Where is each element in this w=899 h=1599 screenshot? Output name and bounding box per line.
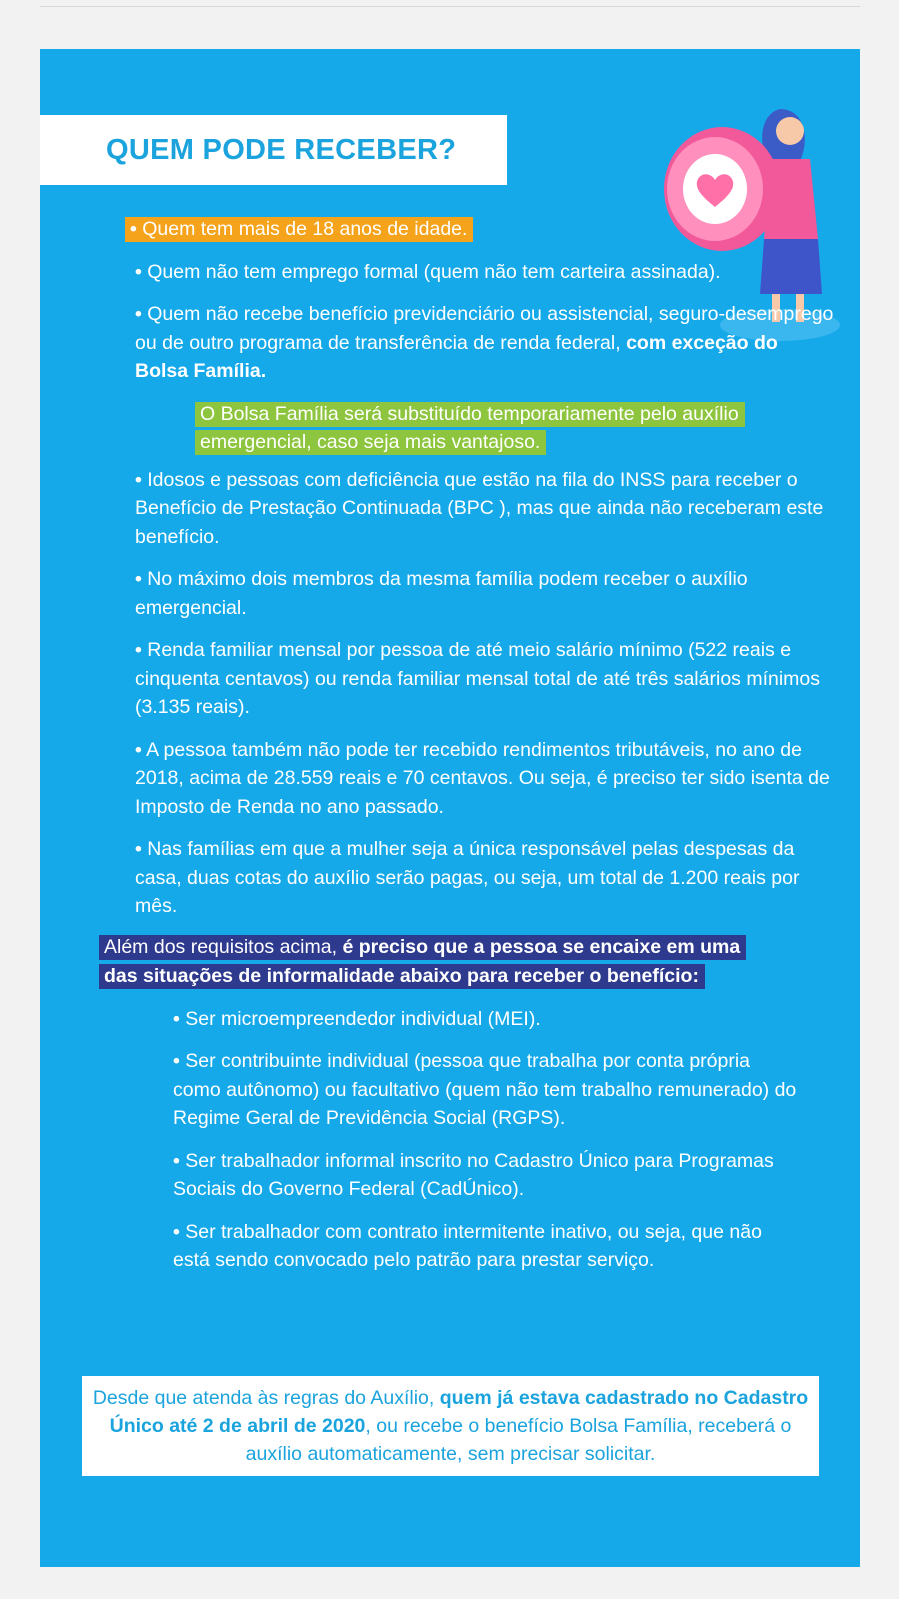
list-item: • A pessoa também não pode ter recebido rendimentos tributáveis, no ano de 2018, acima de 28.559 reais e 70 centavos. Ou seja, é preciso ter sido isenta de Imposto de Renda no ano passado. [135,738,830,818]
eligibility-list [104,215,835,1289]
list-item: • Ser microempreendedor individual (MEI). [173,1007,541,1030]
list-item: • Nas famílias em que a mulher seja a única responsável pelas despesas da casa, duas cotas do auxílio serão pagas, ou seja, um total de 1.200 reais por mês. [135,838,800,917]
page-title: QUEM PODE RECEBER? [106,133,457,166]
info-card [40,49,860,1567]
list-item: • Quem não recebe benefício previdenciário ou assistencial, seguro-desemprego ou de outro programa de transferência de renda federal, com exceção do Bolsa Família. [135,303,834,382]
list-item: • Renda familiar mensal por pessoa de até meio salário mínimo (522 reais e cinquenta centavos) ou renda familiar mensal total de até três salários mínimos (3.135 reais). [135,639,821,718]
orange-highlight: • Quem tem mais de 18 anos de idade. [125,217,473,242]
list-item: • Ser trabalhador com contrato intermitente inativo, ou seja, que não está sendo convocado pelo patrão para prestar serviço. [173,1220,762,1271]
list-item [130,215,835,244]
list-item: • Quem não tem emprego formal (quem não tem carteira assinada). [135,260,721,283]
informality-requirement-note: Além dos requisitos acima, é preciso que a pessoa se encaixe em uma das situações de informalidade abaixo para receber o benefício: [99,933,759,991]
list-item: • No máximo dois membros da mesma família podem receber o auxílio emergencial. [135,568,748,619]
bolsa-familia-note: O Bolsa Família será substituído temporariamente pelo auxílio emergencial, caso seja mais vantajoso. [195,400,795,456]
list-item: • Idosos e pessoas com deficiência que estão na fila do INSS para receber o Benefício de Prestação Continuada (BPC ), mas que ainda não receberam este benefício. [135,468,824,548]
section-title-box [40,115,507,185]
situations-list [173,1005,803,1275]
list-item: • Ser contribuinte individual (pessoa que trabalha por conta própria como autônomo) ou facultativo (quem não tem trabalho remunerado) do Regime Geral de Previdência Social (RGPS). [173,1050,797,1129]
list-item: • Ser trabalhador informal inscrito no Cadastro Único para Programas Sociais do Governo Federal (CadÚnico). [173,1149,774,1200]
top-divider [40,6,860,21]
automatic-payment-note: Desde que atenda às regras do Auxílio, quem já estava cadastrado no Cadastro Único até 2 de abril de 2020, ou recebe o benefício Bolsa Família, receberá o auxílio automaticamente, sem precisar solicitar. [82,1376,819,1476]
